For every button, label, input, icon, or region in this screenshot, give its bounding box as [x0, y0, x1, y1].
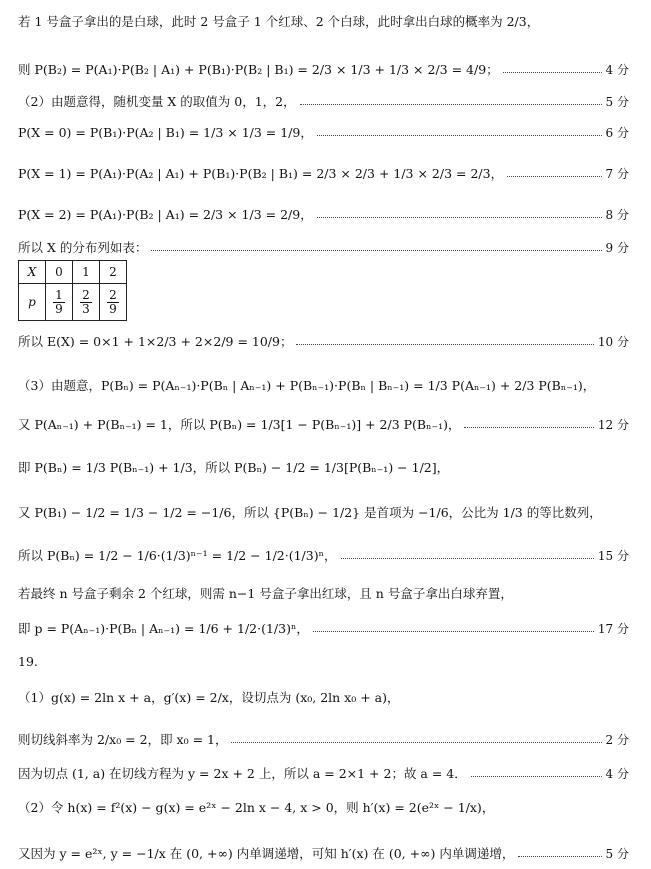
line-l01: 若 1 号盒子拿出的是白球，此时 2 号盒子 1 个红球、2 个白球，此时拿出白球的概率为 2/3，	[18, 14, 540, 29]
score-label: 4 分	[605, 62, 629, 77]
table-row	[19, 284, 127, 321]
fraction: $\frac{2}{3}$	[82, 287, 90, 316]
score-label: 5 分	[605, 94, 629, 109]
line-l11: 即 P(Bₙ) = 1/3 P(Bₙ₋₁) + 1/3，所以 P(Bₙ) − 1/2 = 1/3[P(Bₙ₋₁) − 1/2]，	[18, 460, 450, 475]
score-label: 2 分	[605, 732, 629, 747]
score-label: 8 分	[605, 207, 629, 222]
line-l05: P(X = 1) = P(A₁)·P(A₂ | A₁) + P(B₁)·P(B₂ | B₁) = 2/3 × 2/3 + 1/3 × 2/3 = 2/3， 7 分	[18, 166, 629, 181]
line-l21: 又因为 y = e²ˣ, y = −1/x 在 (0, +∞) 内单调递增，可知 h′(x) 在 (0, +∞) 内单调递增， 5 分	[18, 846, 629, 861]
table-cell	[100, 284, 127, 321]
score-label: 10 分	[597, 334, 629, 349]
table-header-row	[19, 261, 127, 284]
line-l18: 则切线斜率为 2/x₀ = 2，即 x₀ = 1， 2 分	[18, 732, 629, 747]
table-cell: X	[19, 261, 46, 284]
score-label: 12 分	[597, 417, 629, 432]
line-l06: P(X = 2) = P(A₁)·P(B₂ | A₁) = 2/3 × 1/3 = 2/9， 8 分	[18, 207, 629, 222]
line-l14: 若最终 n 号盒子剩余 2 个红球，则需 n−1 号盒子拿出红球，且 n 号盒子拿出白球弃置，	[18, 586, 513, 601]
table-cell: 0	[46, 261, 73, 284]
table-cell: 1	[73, 261, 100, 284]
table-cell	[73, 284, 100, 321]
score-label: 4 分	[605, 766, 629, 781]
line-l10: 又 P(Aₙ₋₁) + P(Bₙ₋₁) = 1，所以 P(Bₙ) = 1/3[1 − P(Bₙ₋₁)] + 2/3 P(Bₙ₋₁)， 12 分	[18, 417, 629, 432]
table-cell	[46, 284, 73, 321]
line-l13: 所以 P(Bₙ) = 1/2 − 1/6·(1/3)ⁿ⁻¹ = 1/2 − 1/2·(1/3)ⁿ， 15 分	[18, 548, 629, 563]
line-l17: （1）g(x) = 2ln x + a，g′(x) = 2/x，设切点为 (x₀, 2ln x₀ + a)，	[18, 690, 400, 705]
line-l09: （3）由题意，P(Bₙ) = P(Aₙ₋₁)·P(Bₙ | Aₙ₋₁) + P(Bₙ₋₁)·P(Bₙ | Bₙ₋₁) = 1/3 P(Aₙ₋₁) + 2/3 P(Bₙ₋₁)，	[18, 378, 596, 393]
score-label: 17 分	[597, 621, 629, 636]
line-l07: 所以 X 的分布列如表： 9 分	[18, 240, 629, 255]
distribution-table	[18, 260, 127, 321]
line-l15: 即 p = P(Aₙ₋₁)·P(Bₙ | Aₙ₋₁) = 1/6 + 1/2·(1/3)ⁿ， 17 分	[18, 621, 629, 636]
score-label: 6 分	[605, 125, 629, 140]
line-l03: （2）由题意得，随机变量 X 的取值为 0，1，2， 5 分	[18, 94, 629, 109]
fraction: $\frac{1}{9}$	[55, 287, 63, 316]
score-label: 15 分	[597, 548, 629, 563]
line-l04: P(X = 0) = P(B₁)·P(A₂ | B₁) = 1/3 × 1/3 = 1/9， 6 分	[18, 125, 629, 140]
line-l08: 所以 E(X) = 0×1 + 1×2/3 + 2×2/9 = 10/9； 10 分	[18, 334, 629, 349]
score-label: 7 分	[605, 166, 629, 181]
line-l16: 19.	[18, 654, 38, 669]
table-cell: p	[19, 284, 46, 321]
line-l12: 又 P(B₁) − 1/2 = 1/3 − 1/2 = −1/6，所以 {P(Bₙ) − 1/2} 是首项为 −1/6，公比为 1/3 的等比数列，	[18, 505, 602, 520]
fraction: $\frac{2}{9}$	[109, 287, 117, 316]
line-l02: 则 P(B₂) = P(A₁)·P(B₂ | A₁) + P(B₁)·P(B₂ | B₁) = 2/3 × 1/3 + 1/3 × 2/3 = 4/9； 4 分	[18, 62, 629, 77]
line-l19: 因为切点 (1, a) 在切线方程为 y = 2x + 2 上，所以 a = 2×1 + 2；故 a = 4． 4 分	[18, 766, 629, 781]
score-label: 9 分	[605, 240, 629, 255]
table-cell: 2	[100, 261, 127, 284]
score-label: 5 分	[605, 846, 629, 861]
line-l20: （2）令 h(x) = f²(x) − g(x) = e²ˣ − 2ln x − 4, x > 0，则 h′(x) = 2(e²ˣ − 1/x)，	[18, 800, 495, 815]
